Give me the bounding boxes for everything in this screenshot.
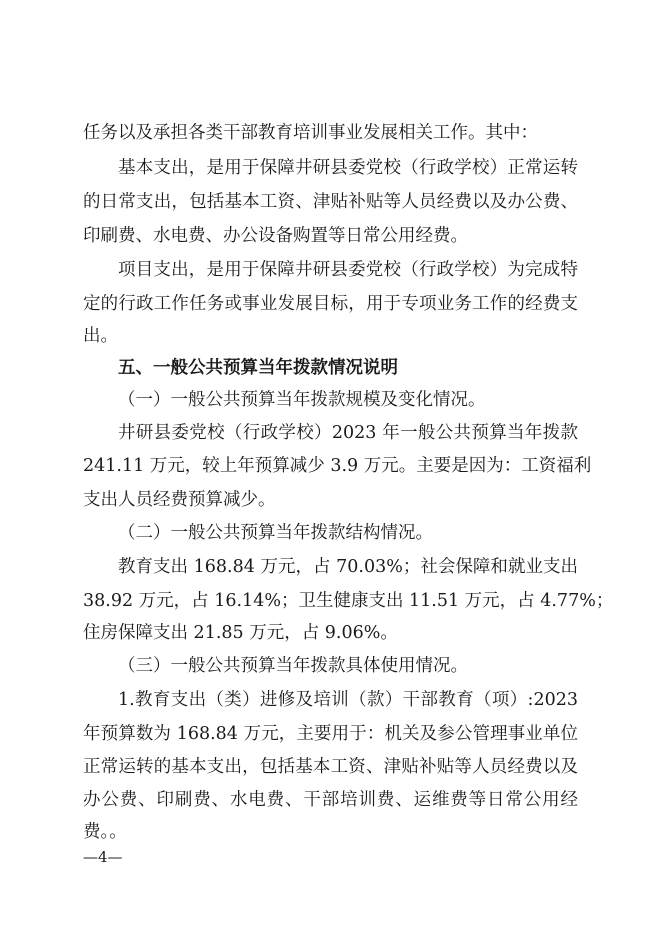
- paragraph-line: 年预算数为 168.84 万元，主要用于：机关及参公管理事业单位: [83, 724, 578, 744]
- paragraph-line: 基本支出，是用于保障井研县委党校（行政学校）正常运转: [118, 158, 578, 178]
- page-number: —4—: [83, 848, 123, 866]
- paragraph-line: 支出人员经费预算减少。: [83, 490, 276, 510]
- paragraph-line: 教育支出 168.84 万元，占 70.03%；社会保障和就业支出: [118, 557, 578, 577]
- paragraph-line: 项目支出，是用于保障井研县委党校（行政学校）为完成特: [118, 260, 578, 280]
- paragraph-line: 定的行政工作任务或事业发展目标，用于专项业务工作的经费支: [83, 294, 578, 314]
- paragraph-line: 印刷费、水电费、办公设备购置等日常公用经费。: [83, 226, 468, 246]
- paragraph-line: 38.92 万元，占 16.14%；卫生健康支出 11.51 万元，占 4.77%；: [83, 591, 614, 611]
- paragraph-line: 的日常支出，包括基本工资、津贴补贴等人员经费以及办公费、: [83, 192, 578, 212]
- section-heading: 五、一般公共预算当年拨款情况说明: [118, 358, 398, 378]
- paragraph-line: 出。: [83, 326, 118, 346]
- subsection-heading: （三）一般公共预算当年拨款具体使用情况。: [118, 656, 468, 676]
- paragraph-line: 241.11 万元，较上年预算减少 3.9 万元。主要是因为：工资福利: [83, 456, 592, 476]
- paragraph-line: 住房保障支出 21.85 万元，占 9.06%。: [83, 623, 398, 643]
- paragraph-line: 任务以及承担各类干部教育培训事业发展相关工作。其中：: [83, 123, 538, 143]
- paragraph-line: 办公费、印刷费、水电费、干部培训费、运维费等日常公用经: [83, 790, 578, 810]
- paragraph-line: 井研县委党校（行政学校）2023 年一般公共预算当年拨款: [118, 423, 578, 443]
- paragraph-line: 1.教育支出（类）进修及培训（款）干部教育（项）:2023: [118, 690, 578, 710]
- paragraph-line: 正常运转的基本支出，包括基本工资、津贴补贴等人员经费以及: [83, 757, 578, 777]
- paragraph-line: 费。。: [83, 822, 127, 842]
- subsection-heading: （一）一般公共预算当年拨款规模及变化情况。: [118, 390, 486, 410]
- subsection-heading: （二）一般公共预算当年拨款结构情况。: [118, 523, 433, 543]
